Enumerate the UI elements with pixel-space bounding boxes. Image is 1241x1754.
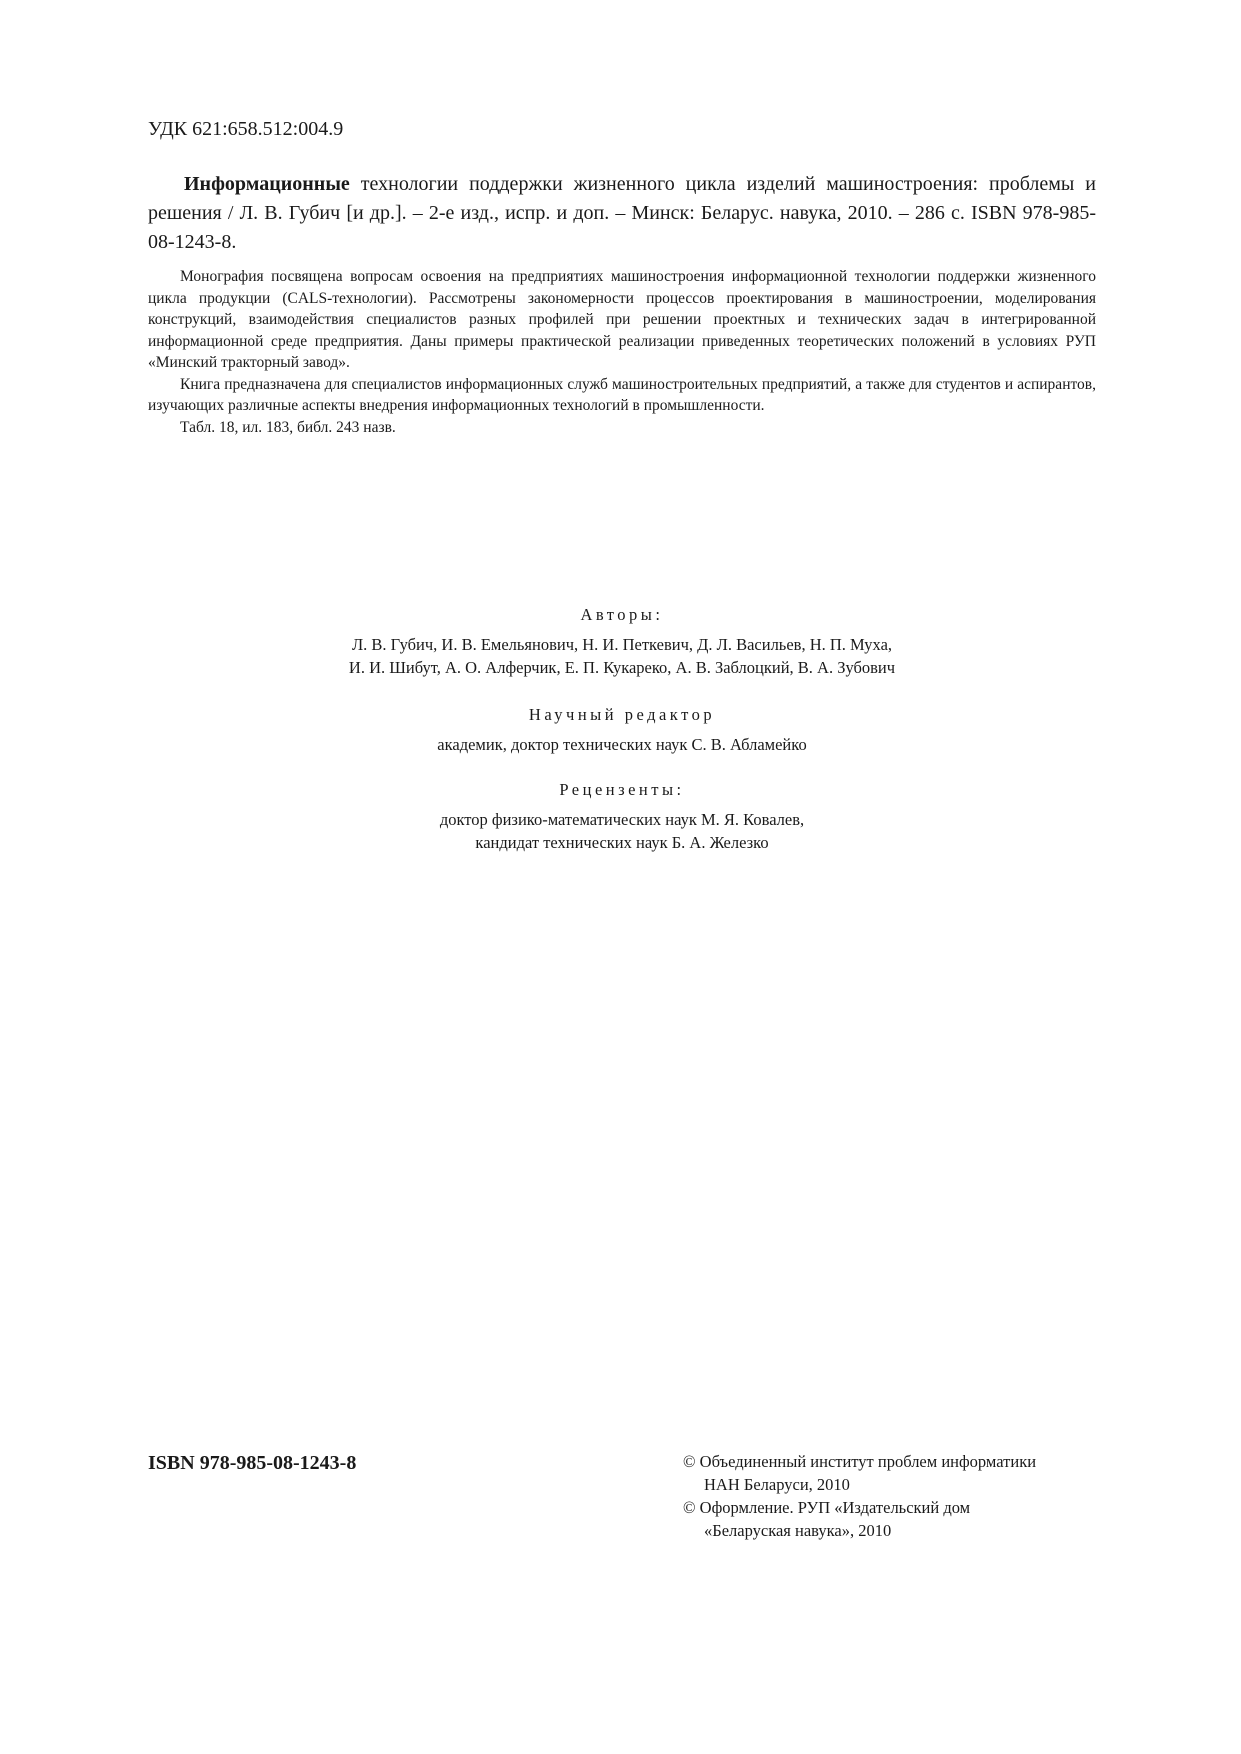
copyright-block: [683, 1450, 1123, 1542]
authors-label: Авторы:: [580, 605, 664, 624]
authors-line-2: И. И. Шибут, А. О. Алферчик, Е. П. Кукареко, А. В. Заблоцкий, В. А. Зубович: [348, 658, 896, 677]
reviewers-label: Рецензенты:: [559, 780, 685, 799]
bibliographic-description: [148, 170, 1096, 257]
authors-block: [148, 603, 1096, 679]
scientific-editor-name: академик, доктор технических наук С. В. Абламейко: [437, 735, 807, 754]
bibliographic-rest: технологии поддержки жизненного цикла изделий машиностроения: проблемы и решения / Л. В. Губич [и др.]. – 2-е изд., испр. и доп. – Минск: Беларус. навука, 2010. – 286 с. ISBN 978-985-08-1243-8.: [148, 173, 1096, 253]
annotation-paragraph-3: Табл. 18, ил. 183, библ. 243 назв.: [180, 418, 396, 436]
copyright-1-line-2: НАН Беларуси, 2010: [704, 1475, 850, 1494]
copyright-2-line-2: «Беларуская навука», 2010: [704, 1521, 892, 1540]
reviewers-block: [148, 778, 1096, 854]
copyright-1-line-1: © Объединенный институт проблем информатики: [683, 1452, 1037, 1471]
scientific-editor-block: [148, 703, 1096, 756]
scientific-editor-label: Научный редактор: [528, 705, 716, 724]
udk-code: УДК 621:658.512:004.9: [148, 118, 344, 140]
annotation-paragraph-1: Монография посвящена вопросам освоения на предприятиях машиностроения информационной технологии поддержки жизненного цикла продукции (CALS-технологии). Рассмотрены закономерности процессов проектирования в машиностроении, моделирования конструкций, взаимодействия специалистов разных профилей при решении проектных и технических задач в интегрированной информационной среде предприятия. Даны примеры практической реализации приведенных теоретических положений в условиях РУП «Минский тракторный завод».: [148, 268, 1096, 371]
isbn: ISBN 978-985-08-1243-8: [148, 1452, 357, 1474]
reviewer-line-2: кандидат технических наук Б. А. Железко: [475, 833, 769, 852]
bibliographic-title-bold: Информационные: [184, 173, 350, 195]
copyright-2-line-1: © Оформление. РУП «Издательский дом: [683, 1498, 971, 1517]
reviewer-line-1: доктор физико-математических наук М. Я. Ковалев,: [439, 810, 805, 829]
authors-line-1: Л. В. Губич, И. В. Емельянович, Н. И. Петкевич, Д. Л. Васильев, Н. П. Муха,: [351, 635, 893, 654]
annotation-paragraph-2: Книга предназначена для специалистов информационных служб машиностроительных предприятий, а также для студентов и аспирантов, изучающих различные аспекты внедрения информационных технологий в промышленности.: [148, 375, 1096, 414]
annotation: [148, 266, 1096, 438]
